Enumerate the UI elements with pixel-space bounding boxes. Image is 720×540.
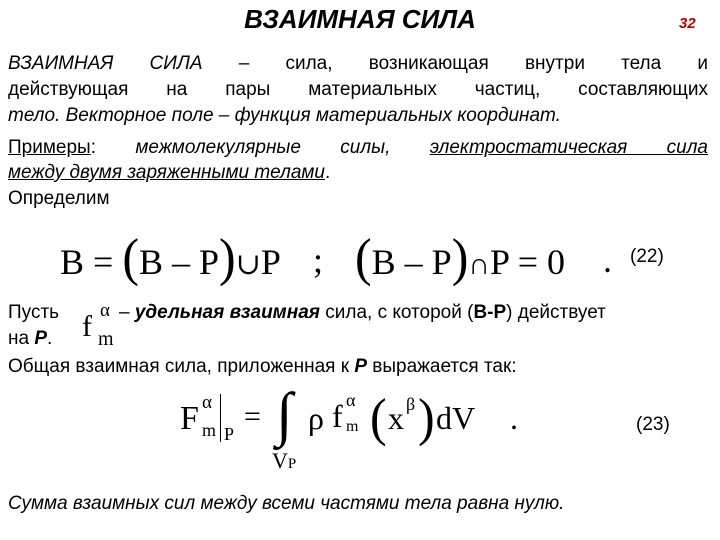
let-rest-e: ) действует: [506, 302, 606, 323]
conclusion-text: Сумма взаимных сил между всеми частями тела равна нулю.: [8, 493, 565, 514]
eq23-x: x: [388, 400, 404, 436]
let-period: .: [47, 328, 53, 349]
eq22-dot: .: [603, 240, 612, 280]
eq23-integral: ∫: [276, 381, 293, 447]
eq22-paren-open: (: [122, 227, 139, 287]
eq22-rhs2: P = 0: [490, 242, 566, 282]
eq22b-paren-close: ): [451, 227, 469, 287]
f-letter: f: [82, 310, 92, 343]
eq22b-paren-open: (: [355, 227, 372, 287]
examples-colon: :: [90, 137, 136, 158]
eq23-limit-V: V: [272, 448, 288, 473]
definition-line-3: тело. Векторное поле – функция материальных координат.: [8, 105, 561, 126]
total-text-a: Общая взаимная сила, приложенная к: [8, 356, 355, 377]
examples-label: Примеры: [8, 137, 91, 158]
eq23-F-alpha: α: [202, 392, 212, 413]
alpha-sup: α: [100, 300, 110, 321]
definition-line-1-rest: – сила, возникающая внутри тела и: [202, 53, 708, 74]
eq23-limit-P: P: [287, 456, 297, 472]
definition-line-2: действующая на пары материальных частиц, составляющих: [8, 79, 708, 100]
eq22-rhs1: P: [260, 242, 281, 282]
examples-period: .: [325, 162, 331, 183]
let-p: P: [34, 328, 48, 349]
eq22-intersect: ∩: [468, 248, 491, 281]
total-text: [8, 356, 517, 378]
let-on: на: [8, 328, 35, 349]
definition-term: ВЗАИМНАЯ СИЛА: [8, 53, 203, 74]
let-bp: B-P: [473, 302, 507, 323]
equation-22: [60, 227, 281, 287]
eq23-F-m: m: [202, 420, 217, 440]
eq23-equals: =: [244, 400, 261, 433]
total-text-c: выражается так:: [367, 356, 517, 377]
eq22-left: B =: [60, 242, 123, 282]
define-text: Определим: [8, 188, 110, 209]
eq22-number: (22): [630, 246, 664, 267]
let-word: Пусть: [8, 302, 60, 323]
eq23-dot: .: [510, 400, 518, 436]
definition-line-1: [8, 52, 708, 76]
examples-comma: ,: [385, 137, 430, 158]
examples-line-1: [8, 136, 708, 160]
eq23-bar-P: P: [224, 424, 235, 444]
eq23-rho: ρ: [308, 400, 324, 436]
eq22b-inner: B – P: [371, 242, 452, 282]
let-specific: удельная взаимная: [134, 302, 320, 323]
example-item-1: межмолекулярные силы: [135, 137, 386, 158]
eq23-F: F: [180, 400, 199, 437]
slide-title: ВЗАИМНАЯ СИЛА: [244, 4, 476, 34]
f-alpha-m-symbol: [82, 300, 118, 350]
example-item-2: электростатическая сила: [429, 137, 708, 158]
eq23-f-m: m: [346, 418, 359, 435]
m-sub: m: [98, 328, 114, 350]
eq22-paren-close: ): [219, 227, 236, 287]
eq23-bar: [220, 394, 221, 442]
eq22-separator: ;: [313, 240, 324, 280]
slide-number: 32: [679, 15, 696, 32]
let-rest-c: сила, с которой (: [319, 302, 474, 323]
eq22-inner: B – P: [138, 242, 220, 282]
example-item-2-cont: между двумя заряженными телами: [8, 162, 325, 183]
let-dash: –: [119, 302, 135, 323]
eq23-f: f: [332, 398, 343, 434]
eq23-number: (23): [636, 414, 670, 435]
total-text-p: P: [354, 356, 368, 377]
eq23-dV: dV: [436, 400, 476, 436]
equation-23: [180, 381, 540, 484]
eq23-f-alpha: α: [346, 390, 356, 410]
let-line-1-rest: [119, 302, 606, 324]
eq22-union: ∪: [235, 248, 261, 281]
eq23-paren-open: (: [370, 387, 387, 447]
let-line-2: [8, 328, 52, 350]
examples-line-2: [8, 161, 708, 185]
eq23-beta: β: [406, 394, 416, 414]
eq23-paren-close: ): [418, 387, 435, 447]
eq23-limit: [272, 448, 296, 474]
equation-22-b: [355, 227, 566, 287]
